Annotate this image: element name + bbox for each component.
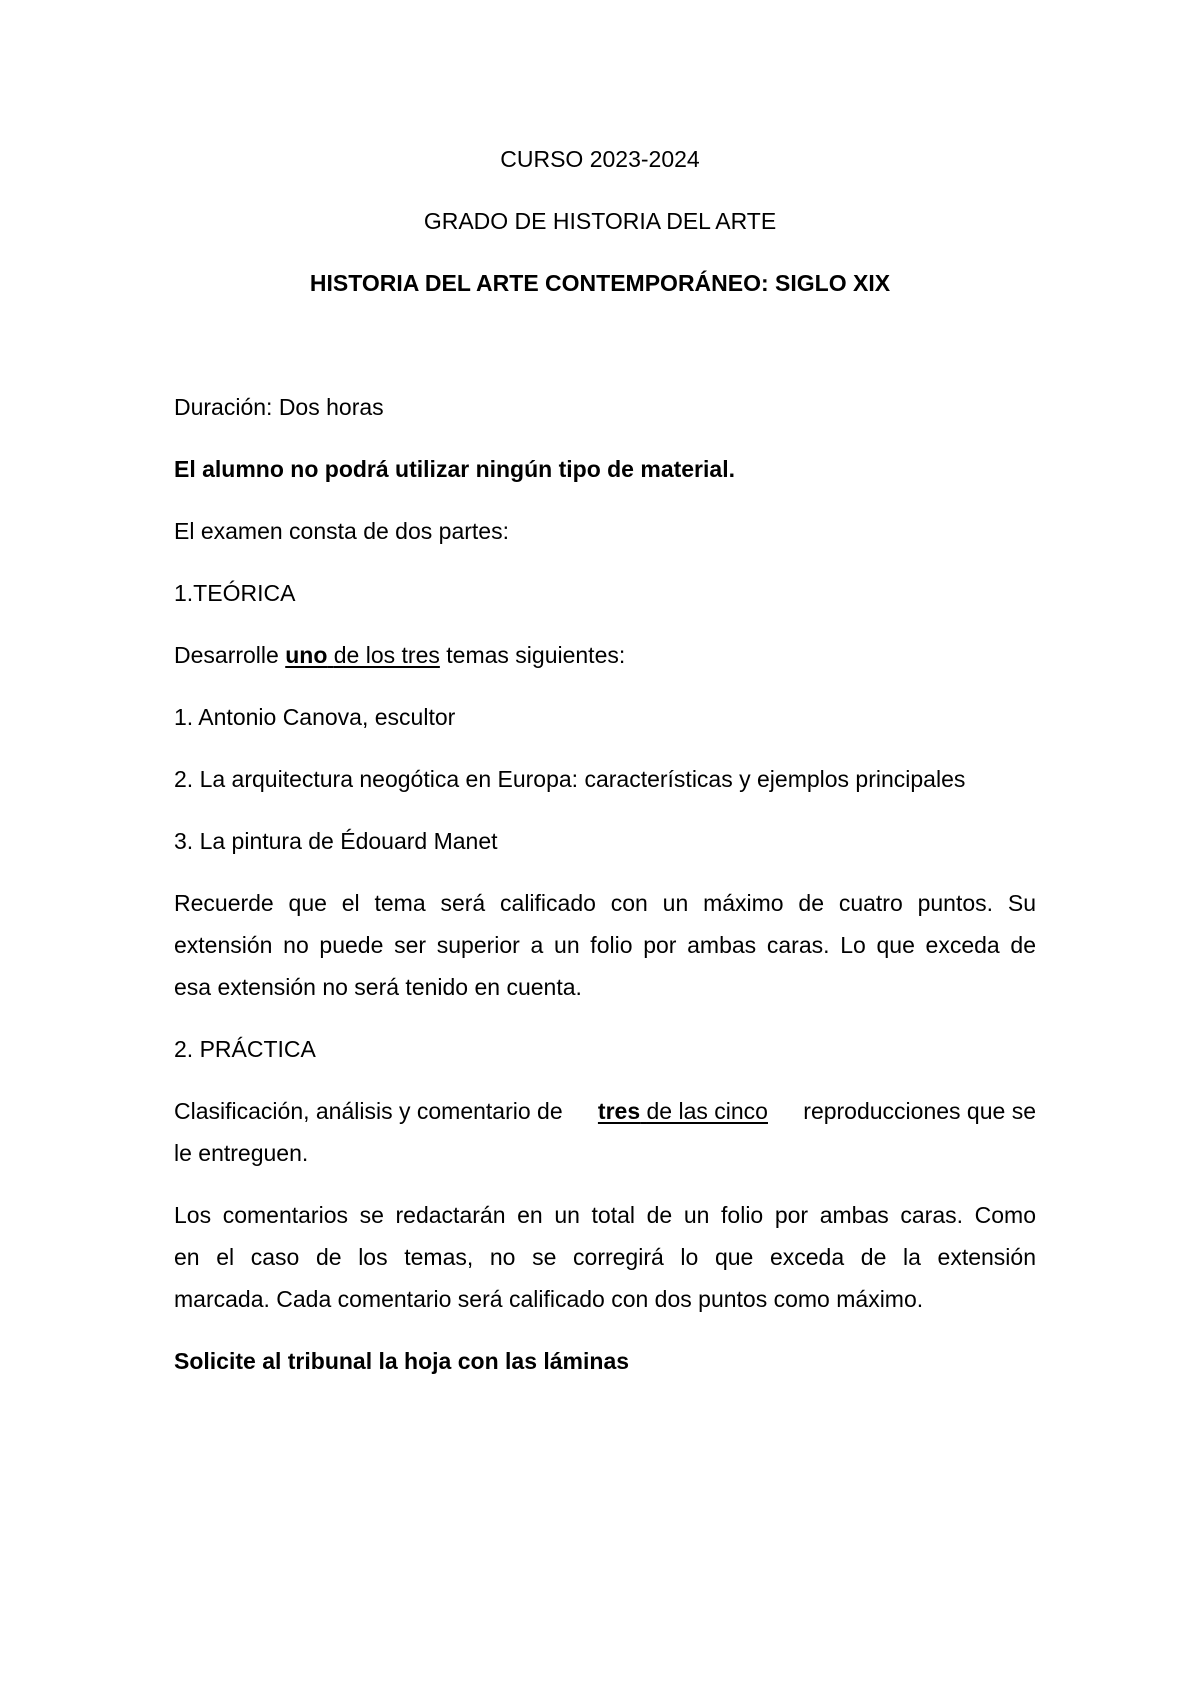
practice-instruction-emphasis (598, 1098, 768, 1125)
practice-note-line: marcada. Cada comentario será calificado con dos puntos como máximo. (174, 1286, 924, 1312)
practice-note-line: Los comentarios se redactarán en un total de un folio por ambas caras. Como (174, 1202, 1036, 1228)
course-year: CURSO 2023-2024 (500, 146, 700, 172)
theory-instruction-count: uno (285, 642, 328, 668)
topic-item: 2. La arquitectura neogótica en Europa: características y ejemplos principales (174, 766, 966, 792)
practice-heading: 2. PRÁCTICA (174, 1036, 316, 1062)
practice-instruction (174, 1098, 1036, 1125)
practice-instruction-suffix: reproducciones que se (803, 1098, 1036, 1124)
theory-instruction-suffix: temas siguientes: (439, 642, 626, 668)
topic-item: 1. Antonio Canova, escultor (174, 704, 456, 730)
theory-note-line: Recuerde que el tema será calificado con un máximo de cuatro puntos. Su (174, 890, 1036, 916)
practice-instruction-count: tres (597, 1098, 641, 1124)
theory-instruction-emphasis (285, 642, 440, 668)
degree-title: GRADO DE HISTORIA DEL ARTE (423, 208, 777, 234)
topic-item: 3. La pintura de Édouard Manet (174, 828, 498, 854)
theory-note-line: extensión no puede ser superior a un folio por ambas caras. Lo que exceda de (174, 932, 1036, 958)
material-rule: El alumno no podrá utilizar ningún tipo de material. (174, 456, 735, 482)
exam-duration: Duración: Dos horas (174, 394, 384, 420)
theory-instruction (174, 642, 625, 669)
subject-title: HISTORIA DEL ARTE CONTEMPORÁNEO: SIGLO XIX (309, 270, 891, 296)
practice-note-line: en el caso de los temas, no se corregirá lo que exceda de la extensión (174, 1244, 1036, 1270)
theory-instruction-choice: de los tres (333, 642, 440, 668)
practice-instruction-prefix: Clasificación, análisis y comentario de (174, 1098, 563, 1124)
final-instruction: Solicite al tribunal la hoja con las láminas (174, 1348, 630, 1374)
theory-note-line: esa extensión no será tenido en cuenta. (174, 974, 582, 1000)
practice-instruction-choice: de las cinco (646, 1098, 768, 1124)
practice-instruction-line2: le entreguen. (174, 1140, 309, 1166)
theory-heading: 1.TEÓRICA (174, 580, 296, 606)
parts-intro: El examen consta de dos partes: (174, 518, 509, 544)
theory-instruction-prefix: Desarrolle (174, 642, 286, 668)
